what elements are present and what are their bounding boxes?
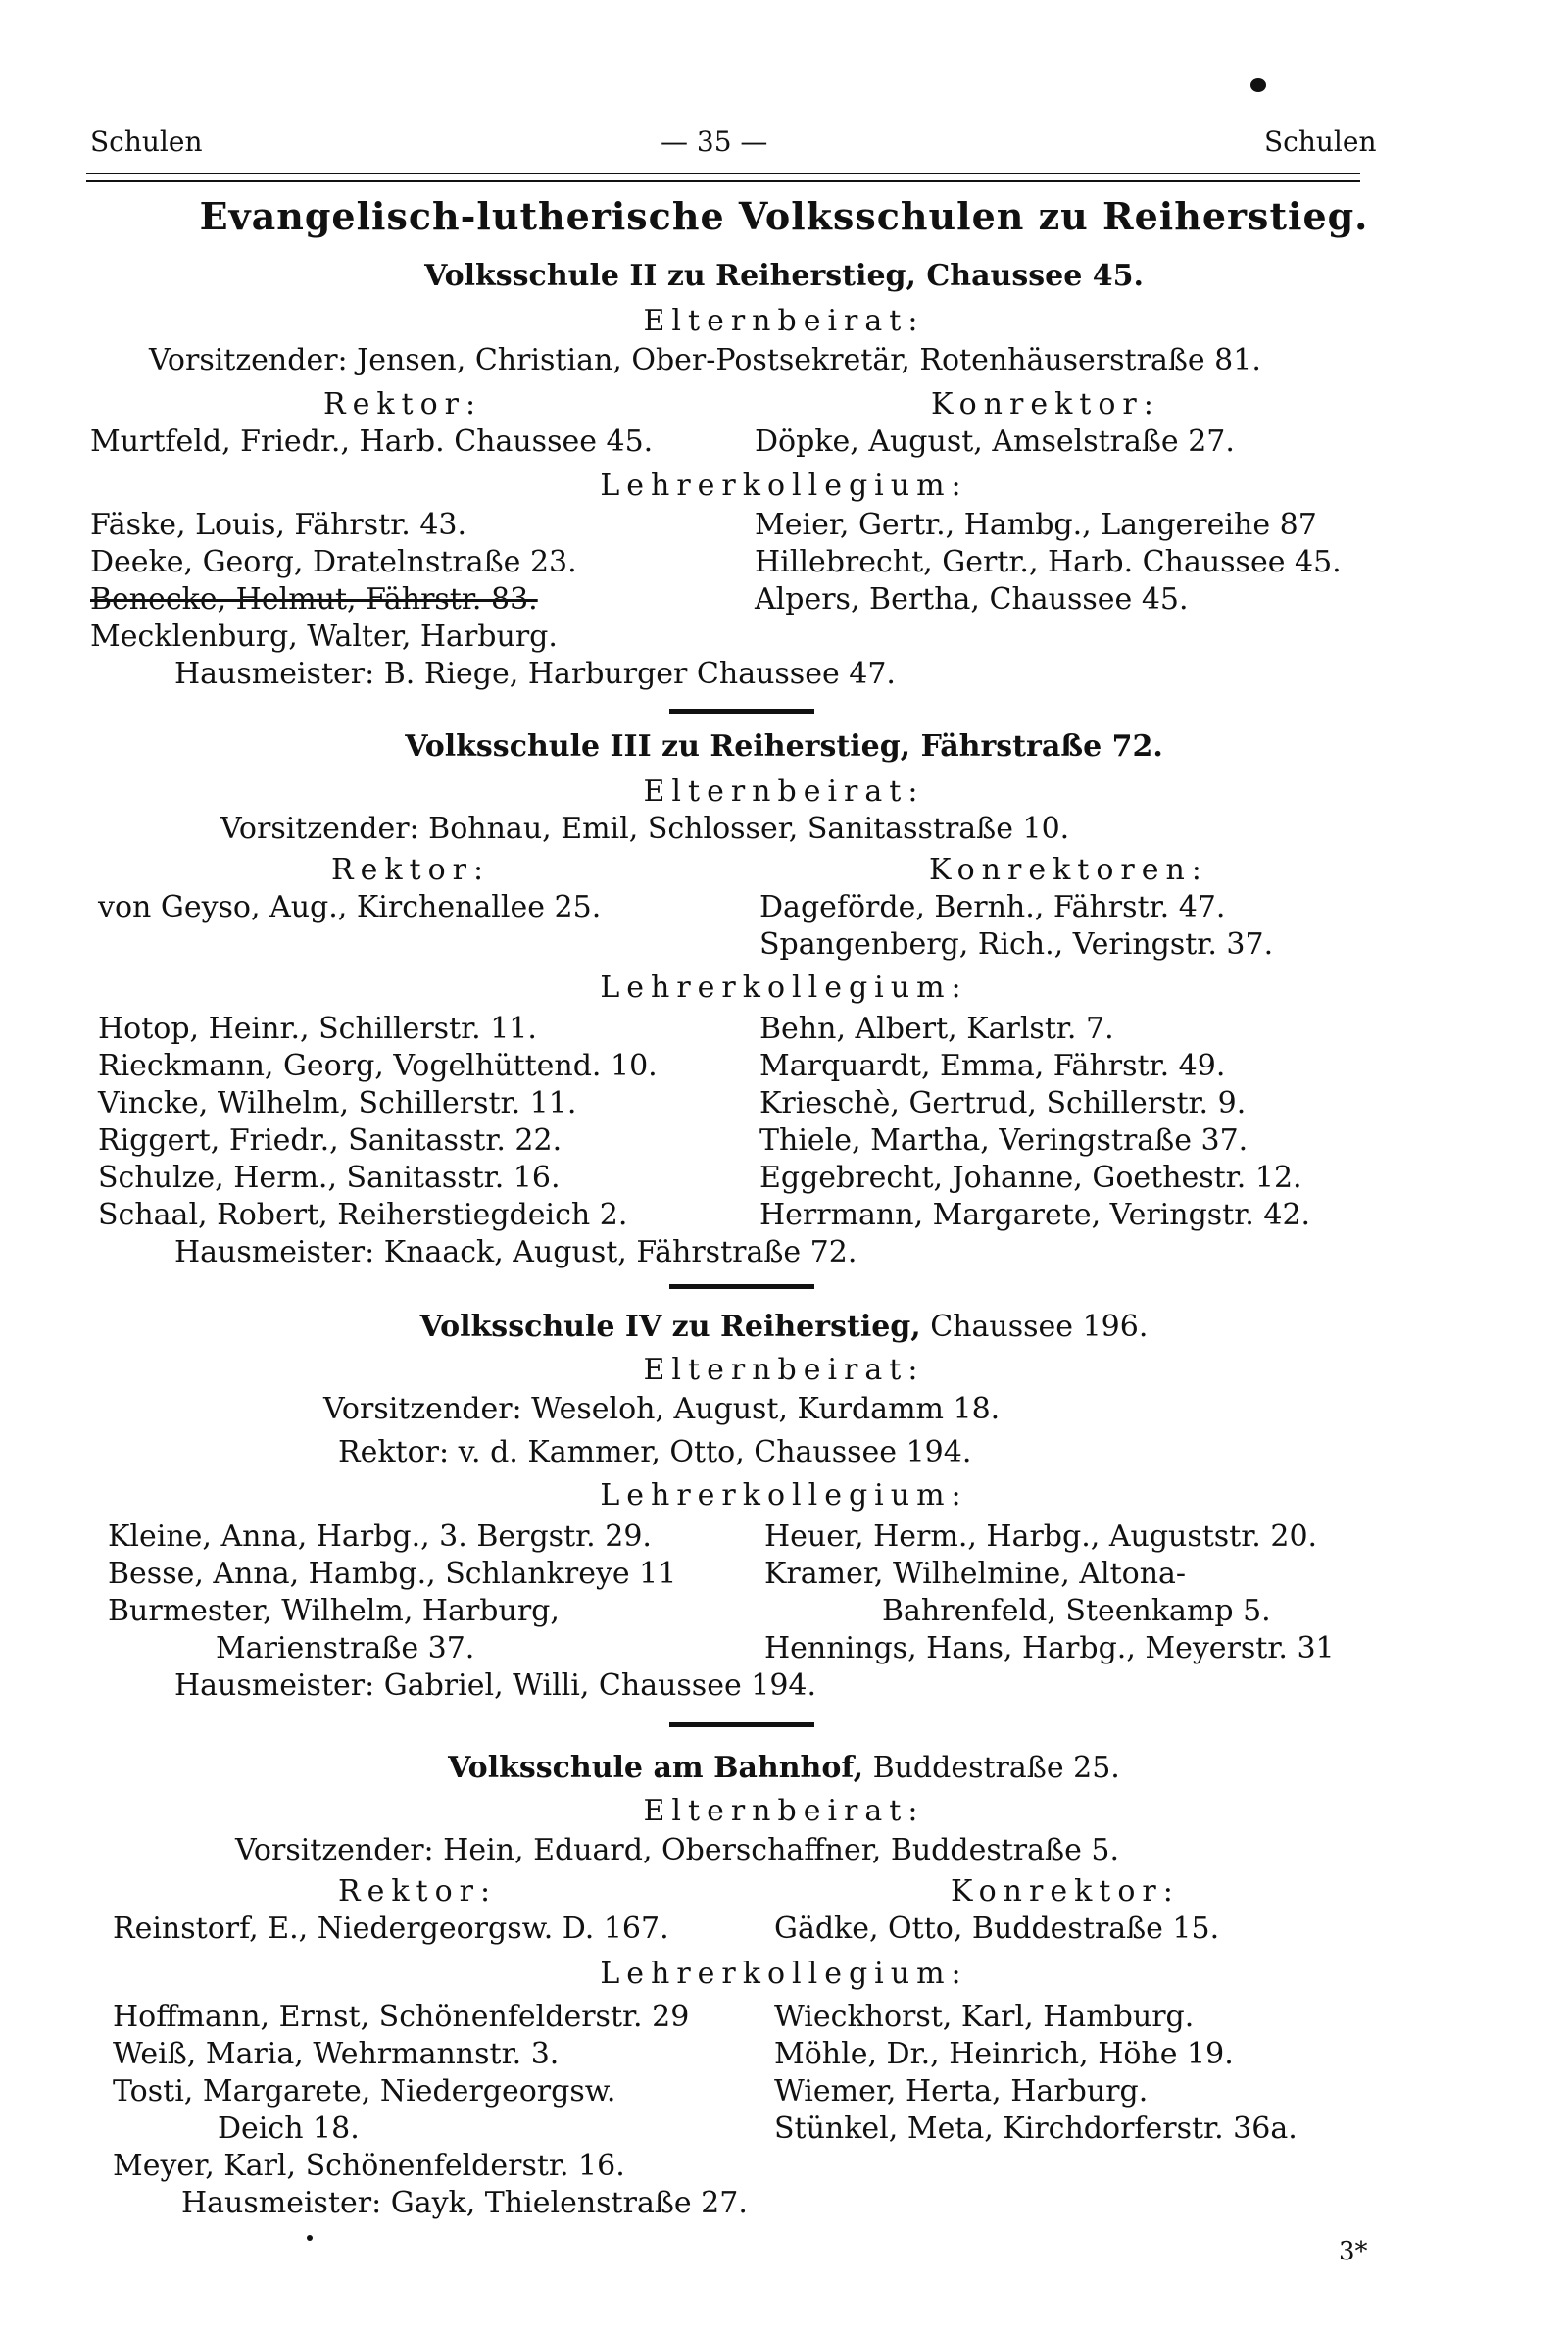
school5-right-3: Wiemer, Herta, Harburg.	[774, 2074, 1149, 2109]
header-rule-top	[86, 173, 1360, 174]
school4-right-4: Hennings, Hans, Harbg., Meyerstr. 31	[764, 1631, 1335, 1665]
school2-elternbeirat: Elternbeirat:	[643, 304, 925, 338]
school3-title-text: Volksschule III zu Reiherstieg, Fährstraße 72.	[405, 729, 1163, 764]
school5-right-1: Wieckhorst, Karl, Hamburg.	[774, 2000, 1195, 2034]
school4-left-1: Kleine, Anna, Harbg., 3. Bergstr. 29.	[108, 1519, 652, 1554]
header-rule-bottom	[86, 180, 1360, 182]
separator-3	[669, 1722, 814, 1727]
page-title: Evangelisch-lutherische Volksschulen zu Reiherstieg.	[199, 194, 1369, 238]
school3-rektor: von Geyso, Aug., Kirchenallee 25.	[98, 890, 602, 924]
school3-rektor-label: Rektor:	[331, 853, 491, 887]
school5-left-5: Meyer, Karl, Schönenfelderstr. 16.	[113, 2149, 625, 2183]
school4-rektor: Rektor: v. d. Kammer, Otto, Chaussee 194.	[338, 1435, 972, 1469]
separator-1	[669, 709, 814, 714]
school4-lehrer-label: Lehrerkollegium:	[600, 1478, 968, 1513]
school3-right-2: Marquardt, Emma, Fährstr. 49.	[760, 1049, 1226, 1083]
school4-right-2: Kramer, Wilhelmine, Altona-	[764, 1557, 1187, 1591]
school2-rektor: Murtfeld, Friedr., Harb. Chaussee 45.	[90, 424, 654, 459]
school4-title	[0, 1310, 1568, 1344]
school5-konrektor-label: Konrektor:	[951, 1874, 1180, 1909]
school3-lehrer-label: Lehrerkollegium:	[600, 970, 968, 1005]
school5-rektor-label: Rektor:	[338, 1874, 498, 1909]
school5-title-bold: Volksschule am Bahnhof,	[448, 1751, 864, 1785]
school2-left-3-struck: Benecke, Helmut, Fährstr. 83.	[90, 582, 538, 617]
school2-left-4: Mecklenburg, Walter, Harburg.	[90, 620, 558, 654]
school4-left-3: Burmester, Wilhelm, Harburg,	[108, 1594, 560, 1628]
school2-right-2: Hillebrecht, Gertr., Harb. Chaussee 45.	[755, 545, 1342, 579]
school2-right-1: Meier, Gertr., Hambg., Langereihe 87	[755, 508, 1317, 542]
school5-elternbeirat: Elternbeirat:	[643, 1794, 925, 1828]
school2-right-3: Alpers, Bertha, Chaussee 45.	[755, 582, 1189, 617]
school2-hausmeister: Hausmeister: B. Riege, Harburger Chaussee 47.	[174, 657, 896, 691]
school2-title-text: Volksschule II zu Reiherstieg, Chaussee 45.	[424, 259, 1144, 293]
school5-right-2: Möhle, Dr., Heinrich, Höhe 19.	[774, 2037, 1234, 2071]
school3-elternbeirat: Elternbeirat:	[643, 774, 925, 809]
school3-right-1: Behn, Albert, Karlstr. 7.	[760, 1012, 1114, 1046]
school3-right-6: Herrmann, Margarete, Veringstr. 42.	[760, 1198, 1311, 1232]
school5-vorsitzender: Vorsitzender: Hein, Eduard, Oberschaffner, Buddestraße 5.	[235, 1833, 1119, 1867]
school3-left-1: Hotop, Heinr., Schillerstr. 11.	[98, 1012, 537, 1046]
school3-hausmeister: Hausmeister: Knaack, August, Fährstraße 72.	[174, 1235, 858, 1269]
school5-left-3: Tosti, Margarete, Niedergeorgsw.	[113, 2074, 616, 2109]
school5-left-4: Deich 18.	[218, 2111, 360, 2146]
school5-hausmeister: Hausmeister: Gayk, Thielenstraße 27.	[181, 2186, 748, 2220]
school4-left-4: Marienstraße 37.	[216, 1631, 475, 1665]
running-head-left: Schulen	[90, 125, 203, 158]
stray-mark	[307, 2235, 313, 2241]
school3-left-2: Rieckmann, Georg, Vogelhüttend. 10.	[98, 1049, 658, 1083]
school2-konrektor-label: Konrektor:	[931, 387, 1160, 422]
signature-mark: 3*	[1339, 2237, 1368, 2266]
school4-elternbeirat: Elternbeirat:	[643, 1353, 925, 1387]
school3-konrektor-label: Konrektoren:	[929, 853, 1208, 887]
school3-left-6: Schaal, Robert, Reiherstiegdeich 2.	[98, 1198, 628, 1232]
ink-blot	[1250, 78, 1266, 92]
separator-2	[669, 1284, 814, 1289]
school5-left-2: Weiß, Maria, Wehrmannstr. 3.	[113, 2037, 560, 2071]
school3-left-4: Riggert, Friedr., Sanitasstr. 22.	[98, 1123, 563, 1158]
school5-lehrer-label: Lehrerkollegium:	[600, 1957, 968, 1991]
school4-title-bold: Volksschule IV zu Reiherstieg,	[419, 1310, 921, 1344]
school2-left-1: Fäske, Louis, Fährstr. 43.	[90, 508, 467, 542]
school2-title	[0, 259, 1568, 293]
school3-right-4: Thiele, Martha, Veringstraße 37.	[760, 1123, 1249, 1158]
school5-konrektor: Gädke, Otto, Buddestraße 15.	[774, 1911, 1220, 1946]
school4-left-2: Besse, Anna, Hambg., Schlankreye 11	[108, 1557, 677, 1591]
school4-right-3: Bahrenfeld, Steenkamp 5.	[882, 1594, 1271, 1628]
school5-right-4: Stünkel, Meta, Kirchdorferstr. 36a.	[774, 2111, 1298, 2146]
running-head-right: Schulen	[1264, 125, 1377, 158]
school2-lehrer-label: Lehrerkollegium:	[600, 469, 968, 503]
school2-vorsitzender: Vorsitzender: Jensen, Christian, Ober-Postsekretär, Rotenhäuserstraße 81.	[149, 343, 1261, 377]
school3-left-5: Schulze, Herm., Sanitasstr. 16.	[98, 1161, 561, 1195]
school3-title	[0, 729, 1568, 764]
school5-rektor: Reinstorf, E., Niedergeorgsw. D. 167.	[113, 1911, 669, 1946]
school3-vorsitzender: Vorsitzender: Bohnau, Emil, Schlosser, Sanitasstraße 10.	[220, 812, 1070, 846]
school5-title	[0, 1751, 1568, 1785]
school5-title-rest: Buddestraße 25.	[863, 1751, 1120, 1785]
school4-title-rest: Chaussee 196.	[920, 1310, 1149, 1344]
school3-konrektor-1: Dageförde, Bernh., Fährstr. 47.	[760, 890, 1226, 924]
school3-right-3: Krieschè, Gertrud, Schillerstr. 9.	[760, 1086, 1247, 1120]
school3-konrektor-2: Spangenberg, Rich., Veringstr. 37.	[760, 927, 1274, 962]
school4-hausmeister: Hausmeister: Gabriel, Willi, Chaussee 194.	[174, 1668, 817, 1703]
school4-right-1: Heuer, Herm., Harbg., Auguststr. 20.	[764, 1519, 1318, 1554]
school3-left-3: Vincke, Wilhelm, Schillerstr. 11.	[98, 1086, 577, 1120]
school2-rektor-label: Rektor:	[323, 387, 483, 422]
school4-vorsitzender: Vorsitzender: Weseloh, August, Kurdamm 18.	[323, 1392, 1001, 1426]
school2-konrektor: Döpke, August, Amselstraße 27.	[755, 424, 1235, 459]
page-number: — 35 —	[661, 125, 768, 158]
school3-right-5: Eggebrecht, Johanne, Goethestr. 12.	[760, 1161, 1302, 1195]
school2-left-2: Deeke, Georg, Dratelnstraße 23.	[90, 545, 577, 579]
school5-left-1: Hoffmann, Ernst, Schönenfelderstr. 29	[113, 2000, 690, 2034]
